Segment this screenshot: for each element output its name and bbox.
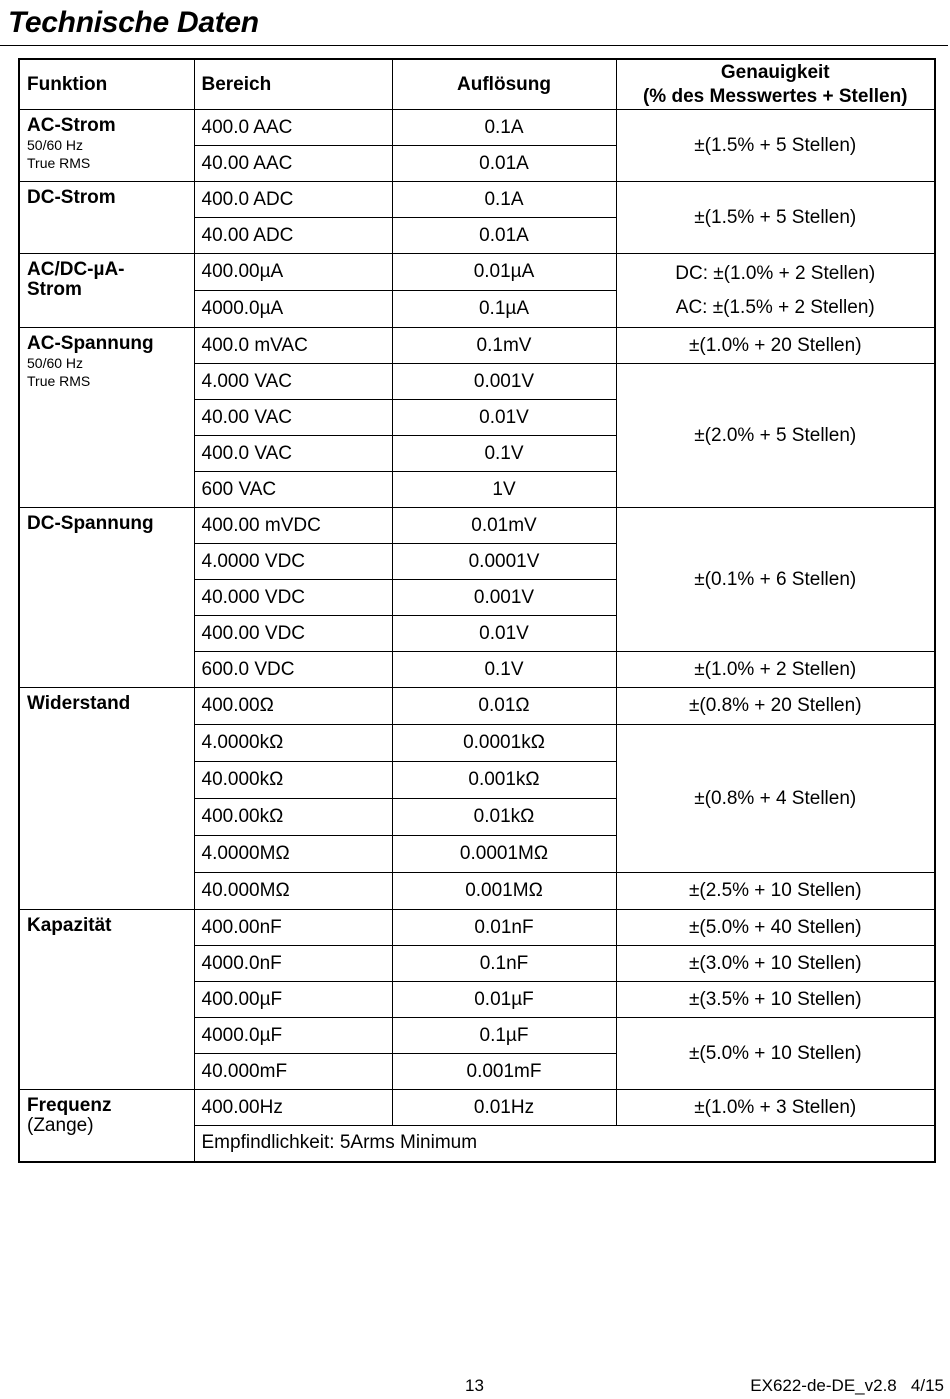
range-cell: 400.00µA: [194, 254, 392, 291]
function-dc-spannung: [19, 508, 194, 688]
function-name: AC-Strom: [27, 115, 116, 136]
function-widerstand: [19, 688, 194, 910]
resolution-cell: 0.001kΩ: [392, 762, 616, 799]
accuracy-cell: ±(0.1% + 6 Stellen): [616, 508, 935, 652]
function-frequenz: [19, 1090, 194, 1162]
accuracy-cell: ±(3.5% + 10 Stellen): [616, 982, 935, 1018]
header-bereich: Bereich: [194, 59, 392, 110]
function-ac-strom: [19, 110, 194, 182]
resolution-cell: 0.01mV: [392, 508, 616, 544]
function-kapazitaet: [19, 910, 194, 1090]
accuracy-cell: ±(2.5% + 10 Stellen): [616, 873, 935, 910]
function-name: Frequenz: [27, 1095, 112, 1116]
function-name: Kapazität: [27, 915, 112, 936]
page-title: Technische Daten: [8, 6, 259, 39]
resolution-cell: 0.1A: [392, 110, 616, 146]
accuracy-cell: ±(0.8% + 4 Stellen): [616, 725, 935, 873]
resolution-cell: 0.01µF: [392, 982, 616, 1018]
accuracy-ac: AC: ±(1.5% + 2 Stellen): [675, 296, 875, 318]
resolution-cell: 0.0001V: [392, 544, 616, 580]
range-cell: 400.00 VDC: [194, 616, 392, 652]
table-row: [19, 182, 935, 218]
table-row: [19, 254, 935, 291]
resolution-cell: 0.01A: [392, 218, 616, 254]
table-row: [19, 688, 935, 725]
table-row: [19, 110, 935, 146]
resolution-cell: 0.1mV: [392, 328, 616, 364]
resolution-cell: 0.001mF: [392, 1054, 616, 1090]
accuracy-cell: ±(1.5% + 5 Stellen): [616, 182, 935, 254]
range-cell: 40.00 VAC: [194, 400, 392, 436]
range-cell: 400.00kΩ: [194, 799, 392, 836]
range-cell: 600.0 VDC: [194, 652, 392, 688]
resolution-cell: 0.0001MΩ: [392, 836, 616, 873]
function-name: DC-Strom: [27, 187, 116, 208]
range-cell: 40.000kΩ: [194, 762, 392, 799]
resolution-cell: 0.0001kΩ: [392, 725, 616, 762]
range-cell: 40.00 AAC: [194, 146, 392, 182]
range-cell: 4000.0nF: [194, 946, 392, 982]
range-cell: 400.00nF: [194, 910, 392, 946]
accuracy-cell: ±(1.0% + 20 Stellen): [616, 328, 935, 364]
range-cell: 4000.0µF: [194, 1018, 392, 1054]
accuracy-cell: ±(1.0% + 3 Stellen): [616, 1090, 935, 1126]
accuracy-cell: ±(1.0% + 2 Stellen): [616, 652, 935, 688]
range-cell: 400.00µF: [194, 982, 392, 1018]
accuracy-cell: [616, 254, 935, 328]
range-cell: 40.000 VDC: [194, 580, 392, 616]
resolution-cell: 0.1V: [392, 652, 616, 688]
resolution-cell: 0.1A: [392, 182, 616, 218]
header-funktion: Funktion: [19, 59, 194, 110]
range-cell: 40.000mF: [194, 1054, 392, 1090]
function-note: (Zange): [27, 1115, 94, 1136]
function-sub: True RMS: [27, 373, 91, 389]
range-cell: 600 VAC: [194, 472, 392, 508]
range-cell: 4.0000 VDC: [194, 544, 392, 580]
range-cell: 4000.0µA: [194, 291, 392, 328]
range-cell: 400.0 mVAC: [194, 328, 392, 364]
resolution-cell: 0.01V: [392, 616, 616, 652]
range-cell: 4.0000kΩ: [194, 725, 392, 762]
accuracy-cell: ±(5.0% + 10 Stellen): [616, 1018, 935, 1090]
resolution-cell: 0.001V: [392, 364, 616, 400]
resolution-cell: 0.1µF: [392, 1018, 616, 1054]
table-row: [19, 508, 935, 544]
resolution-cell: 0.001V: [392, 580, 616, 616]
range-cell: 400.00Ω: [194, 688, 392, 725]
header-genauigkeit-line1: Genauigkeit: [720, 61, 830, 83]
function-sub: 50/60 Hz: [27, 137, 84, 153]
document-id: EX622-de-DE_v2.8 4/15: [750, 1376, 944, 1395]
header-row: [19, 59, 935, 110]
accuracy-cell: ±(0.8% + 20 Stellen): [616, 688, 935, 725]
table-row: [19, 910, 935, 946]
accuracy-dc: DC: ±(1.0% + 2 Stellen): [675, 262, 876, 284]
resolution-cell: 0.1V: [392, 436, 616, 472]
range-cell: 40.000MΩ: [194, 873, 392, 910]
specifications-table: [18, 58, 936, 1163]
accuracy-cell: ±(3.0% + 10 Stellen): [616, 946, 935, 982]
resolution-cell: 0.1µA: [392, 291, 616, 328]
resolution-cell: 0.01Ω: [392, 688, 616, 725]
resolution-cell: 0.01kΩ: [392, 799, 616, 836]
function-dc-strom: [19, 182, 194, 254]
range-cell: 400.0 VAC: [194, 436, 392, 472]
resolution-cell: 0.01V: [392, 400, 616, 436]
range-cell: 4.0000MΩ: [194, 836, 392, 873]
resolution-cell: 0.001MΩ: [392, 873, 616, 910]
function-name: AC-Spannung: [27, 333, 154, 354]
function-name: DC-Spannung: [27, 513, 154, 534]
range-cell: 400.0 ADC: [194, 182, 392, 218]
resolution-cell: 1V: [392, 472, 616, 508]
function-name: AC/DC-µA-: [27, 259, 125, 280]
function-acdc-ua-strom: [19, 254, 194, 328]
accuracy-cell: ±(5.0% + 40 Stellen): [616, 910, 935, 946]
resolution-cell: 0.1nF: [392, 946, 616, 982]
function-name-line2: Strom: [27, 279, 82, 300]
page-number: 13: [465, 1376, 484, 1395]
resolution-cell: 0.01µA: [392, 254, 616, 291]
sensitivity-cell: Empfindlichkeit: 5Arms Minimum: [194, 1126, 935, 1162]
resolution-cell: 0.01Hz: [392, 1090, 616, 1126]
header-aufloesung: Auflösung: [392, 59, 616, 110]
function-ac-spannung: [19, 328, 194, 508]
table-row: [19, 328, 935, 364]
accuracy-cell: ±(2.0% + 5 Stellen): [616, 364, 935, 508]
accuracy-cell: ±(1.5% + 5 Stellen): [616, 110, 935, 182]
title-rule: [0, 45, 948, 46]
resolution-cell: 0.01nF: [392, 910, 616, 946]
range-cell: 400.00Hz: [194, 1090, 392, 1126]
header-genauigkeit: [616, 59, 935, 110]
range-cell: 4.000 VAC: [194, 364, 392, 400]
header-genauigkeit-line2: (% des Messwertes + Stellen): [642, 85, 908, 107]
function-name: Widerstand: [27, 693, 131, 714]
function-sub: True RMS: [27, 155, 91, 171]
resolution-cell: 0.01A: [392, 146, 616, 182]
range-cell: 400.0 AAC: [194, 110, 392, 146]
range-cell: 40.00 ADC: [194, 218, 392, 254]
range-cell: 400.00 mVDC: [194, 508, 392, 544]
table-row: [19, 1090, 935, 1126]
function-sub: 50/60 Hz: [27, 355, 84, 371]
